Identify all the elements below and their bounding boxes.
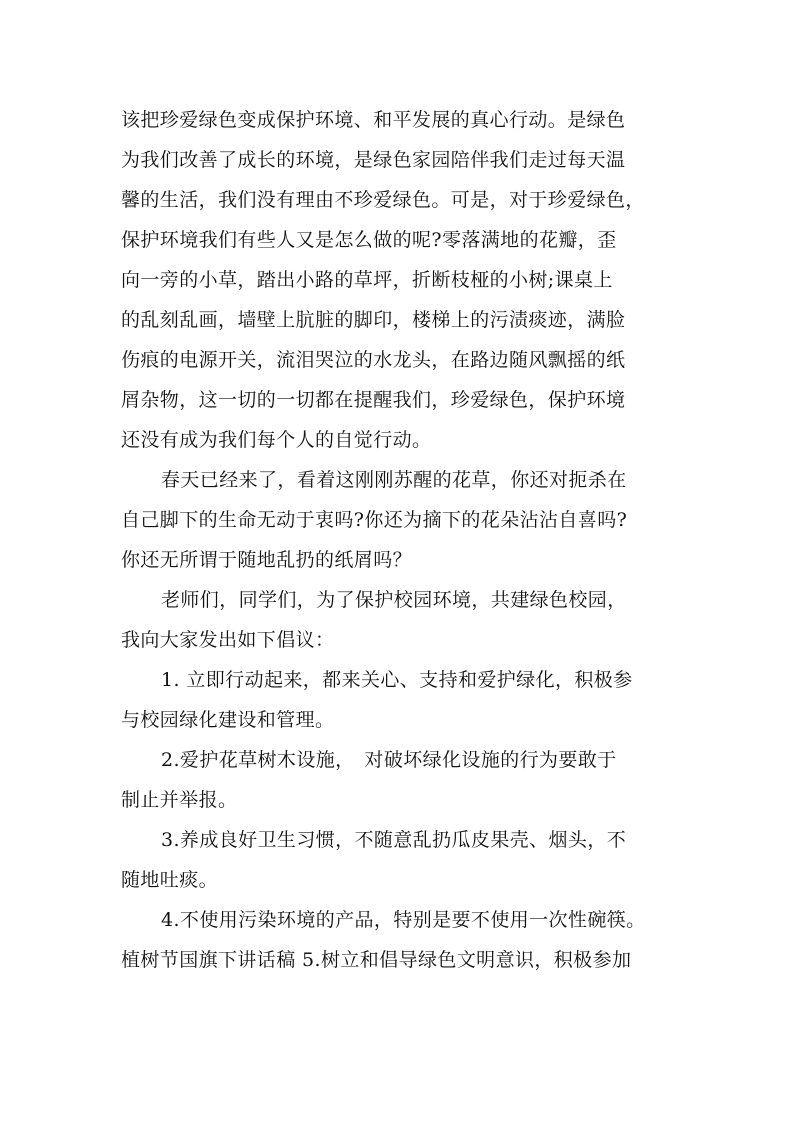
list-item-3-line: 3.养成良好卫生习惯，不随意乱扔瓜皮果壳、烟头，不 <box>161 829 627 851</box>
text-line: 保护环境我们有些人又是怎么做的呢?零落满地的花瓣，歪 <box>121 229 617 251</box>
text-line: 还没有成为我们每个人的自觉行动。 <box>121 429 432 451</box>
text-line: 的乱刻乱画，墙壁上肮脏的脚印，楼梯上的污渍痰迹，满脸 <box>121 309 626 331</box>
text-line: 你还无所谓于随地乱扔的纸屑吗？ <box>121 549 413 571</box>
list-item-1-line: 1. 立即行动起来，都来关心、支持和爱护绿化，积极参 <box>161 669 633 691</box>
text-line: 屑杂物，这一切的一切都在提醒我们，珍爱绿色，保护环境 <box>121 389 626 411</box>
text-line: 伤痕的电源开关，流泪哭泣的水龙头，在路边随风飘摇的纸 <box>121 349 626 371</box>
list-item-4-line: 4.不使用污染环境的产品，特别是要不使用一次性碗筷。 <box>161 909 646 931</box>
text-line: 向一旁的小草，踏出小路的草坪，折断枝桠的小树;课桌上 <box>121 269 613 291</box>
text-line: 随地吐痰。 <box>121 869 219 891</box>
text-line: 与校园绿化建设和管理。 <box>121 709 335 731</box>
text-line: 制止并举报。 <box>121 789 238 811</box>
list-item-2-line: 2.爱护花草树木设施， 对破坏绿化设施的行为要敢于 <box>161 749 617 771</box>
text-line: 植树节国旗下讲话稿 5.树立和倡导绿色文明意识，积极参加 <box>121 949 632 971</box>
text-line: 馨的生活，我们没有理由不珍爱绿色。可是，对于珍爱绿色， <box>121 189 645 211</box>
text-line: 该把珍爱绿色变成保护环境、和平发展的真心行动。是绿色 <box>121 109 626 131</box>
document-body <box>121 100 677 980</box>
text-line: 我向大家发出如下倡议： <box>121 629 335 651</box>
paragraph-start-line: 老师们，同学们，为了保护校园环境，共建绿色校园， <box>161 589 627 611</box>
text-line: 为我们改善了成长的环境，是绿色家园陪伴我们走过每天温 <box>121 149 626 171</box>
paragraph-start-line: 春天已经来了，看着这刚刚苏醒的花草，你还对扼杀在 <box>161 469 627 491</box>
text-line: 自己脚下的生命无动于衷吗?你还为摘下的花朵沾沾自喜吗? <box>121 509 628 531</box>
